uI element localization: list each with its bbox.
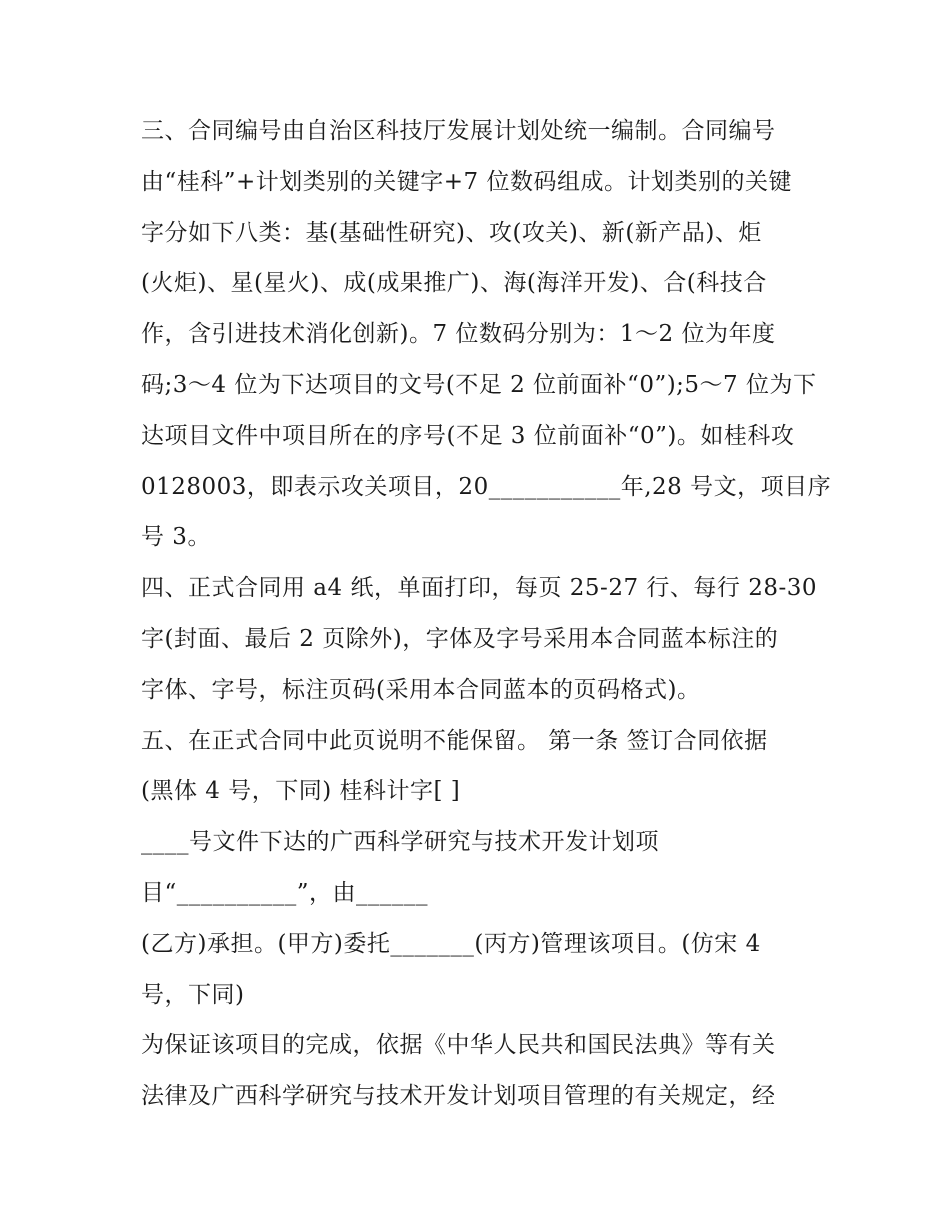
document-body: [141, 106, 832, 1122]
text-line: 达项目文件中项目所在的序号(不足 3 位前面补“0”)。如桂科攻: [141, 422, 795, 449]
text-line: (火炬)、星(星火)、成(成果推广)、海(海洋开发)、合(科技合: [141, 270, 767, 297]
text-line: 三、合同编号由自治区科技厅发展计划处统一编制。合同编号: [141, 118, 776, 144]
text-line: 法律及广西科学研究与技术开发计划项目管理的有关规定，经: [141, 1083, 776, 1110]
text-line: 0128003，即表示攻关项目，20___________年,28 号文，项目序: [141, 473, 832, 500]
text-line: 目“__________”，由______: [141, 879, 429, 906]
text-line: 字(封面、最后 2 页除外)，字体及字号采用本合同蓝本标注的: [141, 625, 779, 652]
text-line: 作，含引进技术消化创新)。7 位数码分别为：1～2 位为年度: [141, 321, 776, 348]
text-line: 字分如下八类：基(基础性研究)、攻(攻关)、新(新产品)、炬: [141, 219, 762, 246]
text-line: 码;3～4 位为下达项目的文号(不足 2 位前面补“0”);5～7 位为下: [141, 371, 817, 398]
text-line: 为保证该项目的完成，依据《中华人民共和国民法典》等有关: [141, 1032, 776, 1059]
text-line: 号，下同): [141, 981, 245, 1008]
text-line: 四、正式合同用 a4 纸，单面打印，每页 25-27 行、每行 28-30: [141, 575, 818, 602]
text-line: 由“桂科”+计划类别的关键字+7 位数码组成。计划类别的关键: [141, 168, 793, 195]
text-line: ____号文件下达的广西科学研究与技术开发计划项: [141, 829, 659, 856]
text-line: (乙方)承担。(甲方)委托_______(丙方)管理该项目。(仿宋 4: [141, 930, 761, 957]
text-line: 五、在正式合同中此页说明不能保留。 第一条 签订合同依据: [141, 727, 768, 754]
text-line: 字体、字号，标注页码(采用本合同蓝本的页码格式)。: [141, 676, 701, 703]
text-line: (黑体 4 号，下同) 桂科计字[ ]: [141, 778, 461, 805]
text-line: 号 3。: [141, 524, 211, 551]
